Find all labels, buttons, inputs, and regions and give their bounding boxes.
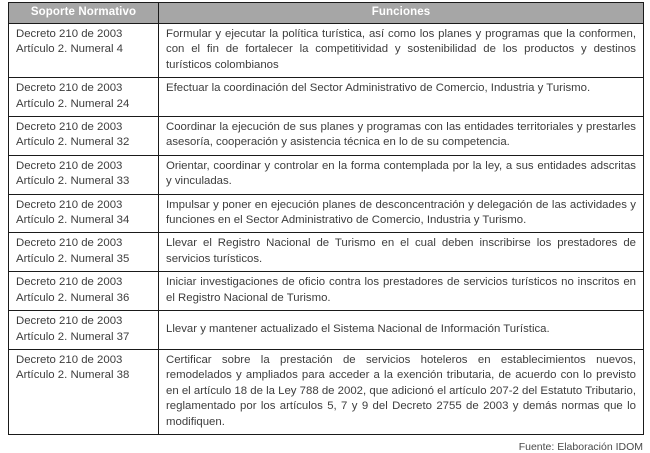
table-header-row (9, 3, 644, 24)
soporte-articulo-line: Artículo 2. Numeral 35 (16, 252, 130, 265)
cell-funcion: Coordinar la ejecución de sus planes y programas con las entidades territoriales y prestarles asesoría, cooperación y asistencia técnica en lo de su competencia. (159, 117, 644, 156)
cell-soporte-normativo (9, 349, 159, 434)
table-row (9, 349, 644, 434)
cell-soporte-normativo (9, 24, 159, 78)
cell-funcion: Llevar y mantener actualizado el Sistema Nacional de Información Turística. (159, 311, 644, 350)
soporte-articulo-line: Artículo 2. Numeral 37 (16, 330, 130, 343)
table-row (9, 233, 644, 272)
cell-funcion: Llevar el Registro Nacional de Turismo en el cual deben inscribirse los prestadores de servicios turísticos. (159, 233, 644, 272)
cell-funcion: Efectuar la coordinación del Sector Administrativo de Comercio, Industria y Turismo. (159, 78, 644, 117)
soporte-decreto-line: Decreto 210 de 2003 (16, 121, 123, 134)
column-header-funciones: Funciones (159, 3, 644, 24)
table-row (9, 117, 644, 156)
table-row (9, 78, 644, 117)
cell-funcion: Certificar sobre la prestación de servicios hoteleros en establecimientos nuevos, remodelados y ampliados para acceder a la exención tributaria, de acuerdo con lo previsto en el artículo 18 de la Ley 788 de 2002, que adicionó el artículo 207-2 del Estatuto Tributario, reglamentado por los artículos 5, 7 y 9 del Decreto 2755 de 2003 y demás normas que lo modifiquen. (159, 349, 644, 434)
column-header-soporte-normativo: Soporte Normativo (9, 3, 159, 24)
table-body (9, 24, 644, 435)
cell-soporte-normativo (9, 272, 159, 311)
table-row (9, 155, 644, 194)
cell-funcion: Impulsar y poner en ejecución planes de desconcentración y delegación de las actividades y funciones en el Sector Administrativo de Comercio, Industria y Turismo. (159, 194, 644, 233)
normative-support-table (8, 2, 644, 435)
cell-funcion: Iniciar investigaciones de oficio contra los prestadores de servicios turísticos no inscritos en el Registro Nacional de Turismo. (159, 272, 644, 311)
table-row (9, 194, 644, 233)
cell-soporte-normativo (9, 233, 159, 272)
soporte-decreto-line: Decreto 210 de 2003 (16, 276, 123, 289)
soporte-articulo-line: Artículo 2. Numeral 33 (16, 175, 130, 188)
soporte-articulo-line: Artículo 2. Numeral 34 (16, 214, 130, 227)
soporte-articulo-line: Artículo 2. Numeral 24 (16, 97, 130, 110)
cell-soporte-normativo (9, 311, 159, 350)
soporte-articulo-line: Artículo 2. Numeral 36 (16, 291, 130, 304)
soporte-decreto-line: Decreto 210 de 2003 (16, 353, 123, 366)
soporte-decreto-line: Decreto 210 de 2003 (16, 198, 123, 211)
cell-soporte-normativo (9, 78, 159, 117)
table-header (9, 3, 644, 24)
soporte-decreto-line: Decreto 210 de 2003 (16, 28, 123, 40)
source-attribution: Fuente: Elaboración IDOM (518, 440, 643, 453)
table-row (9, 24, 644, 78)
soporte-articulo-line: Artículo 2. Numeral 32 (16, 136, 130, 149)
soporte-decreto-line: Decreto 210 de 2003 (16, 315, 123, 328)
cell-soporte-normativo (9, 117, 159, 156)
soporte-decreto-line: Decreto 210 de 2003 (16, 237, 123, 250)
cell-funcion: Formular y ejecutar la política turística, así como los planes y programas que la conformen, con el fin de fortalecer la competitividad y sostenibilidad de los productos y destinos turísticos colombianos (159, 24, 644, 78)
cell-soporte-normativo (9, 155, 159, 194)
table-row (9, 311, 644, 350)
cell-soporte-normativo (9, 194, 159, 233)
soporte-articulo-line: Artículo 2. Numeral 4 (16, 43, 123, 56)
cell-funcion: Orientar, coordinar y controlar en la forma contemplada por la ley, a sus entidades adscritas y vinculadas. (159, 155, 644, 194)
soporte-decreto-line: Decreto 210 de 2003 (16, 82, 123, 95)
soporte-articulo-line: Artículo 2. Numeral 38 (16, 369, 130, 382)
table-row (9, 272, 644, 311)
soporte-decreto-line: Decreto 210 de 2003 (16, 159, 123, 172)
